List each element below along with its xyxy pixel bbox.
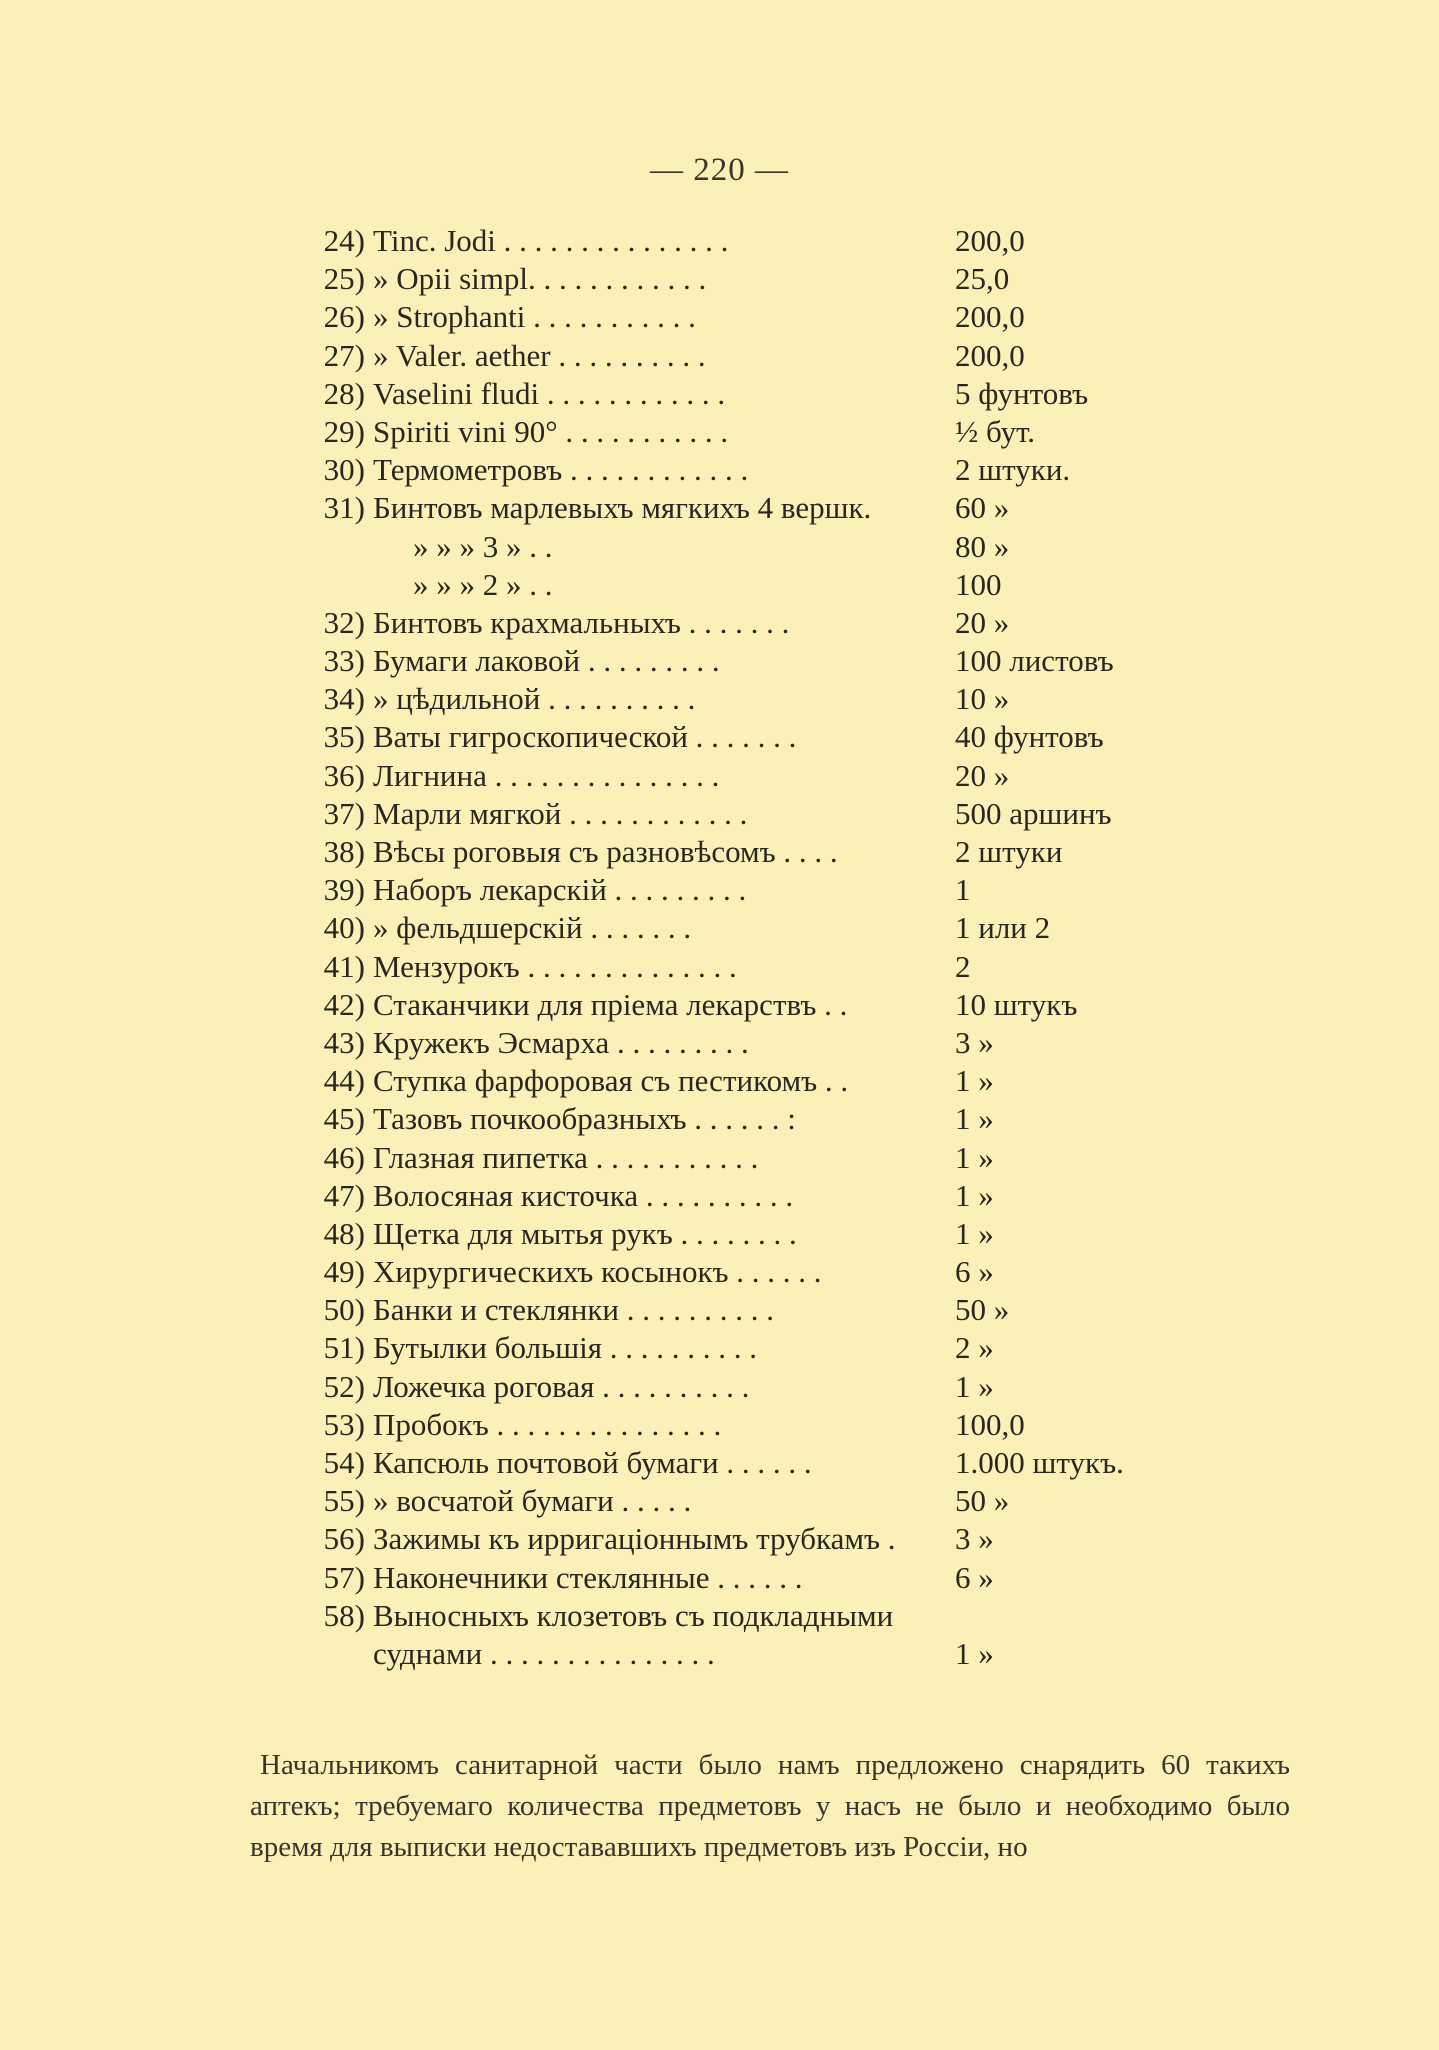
item-quantity: 60 » [955,490,1010,526]
item-name: » Strophanti . . . . . . . . . . . [373,299,696,335]
list-item [0,642,1439,680]
list-item [0,528,1439,566]
body-paragraph [250,1745,1290,1868]
item-quantity: 1 [955,872,971,908]
item-name: Мензурокъ . . . . . . . . . . . . . . [373,948,737,984]
item-number: 49) [323,1254,365,1290]
item-number: 48) [323,1215,365,1251]
list-item [0,604,1439,642]
list-item [0,1291,1439,1329]
item-quantity: 6 » [955,1254,994,1290]
item-quantity: 80 » [955,528,1010,564]
list-item [0,1253,1439,1291]
item-quantity: 1 » [955,1101,994,1137]
item-name: Наборъ лекарскій . . . . . . . . . [373,872,747,908]
item-quantity: 40 фунтовъ [955,719,1104,755]
supply-list [0,222,1439,1673]
item-number: 36) [323,757,365,793]
item-name: Бинтовъ крахмальныхъ . . . . . . . [373,604,790,640]
list-item [0,1635,1439,1673]
item-name: Капсюль почтовой бумаги . . . . . . [373,1445,812,1480]
item-quantity: 20 » [955,757,1010,793]
list-item [0,413,1439,451]
list-item [0,1597,1439,1635]
item-quantity: 100 [955,566,1002,602]
list-item [0,1329,1439,1367]
item-name: » цѣдильной . . . . . . . . . . [373,681,696,717]
list-item [0,1215,1439,1253]
item-name: Хирургическихъ косынокъ . . . . . . [373,1254,822,1290]
item-quantity: 6 » [955,1559,994,1595]
item-name: Бумаги лаковой . . . . . . . . . [373,643,720,679]
item-number: 45) [323,1101,365,1137]
list-item [0,451,1439,489]
item-number: 34) [323,681,365,717]
item-number: 57) [323,1559,365,1595]
item-quantity: 10 » [955,681,1010,717]
list-item [0,337,1439,375]
item-number: 43) [323,1024,365,1060]
item-number: 30) [323,452,365,488]
item-name: Spiriti vini 90° . . . . . . . . . . . [373,413,729,449]
item-quantity: 200,0 [955,337,1025,373]
item-quantity: 20 » [955,604,1010,640]
item-quantity: 1 » [955,1635,994,1671]
list-item [0,871,1439,909]
item-number: 39) [323,872,365,908]
item-quantity: 2 штуки. [955,452,1071,488]
item-number: 52) [323,1368,365,1404]
item-quantity: 500 аршинъ [955,795,1112,831]
item-number: 42) [323,986,365,1022]
item-number: 37) [323,795,365,831]
list-item [0,986,1439,1024]
list-item [0,795,1439,833]
page-number: — 220 — [650,152,789,188]
list-item [0,680,1439,718]
item-number: 53) [323,1406,365,1442]
item-quantity: 2 [955,948,971,984]
item-quantity: 1 » [955,1063,994,1099]
item-name: Tinc. Jodi . . . . . . . . . . . . . . . [373,223,729,258]
item-name: Vaselini fludi . . . . . . . . . . . . [373,375,726,411]
item-name: Пробокъ . . . . . . . . . . . . . . . [373,1406,722,1442]
item-name: Волосяная кисточка . . . . . . . . . . [373,1177,794,1213]
item-quantity: 1 » [955,1139,994,1175]
list-item [0,1406,1439,1444]
list-item [0,833,1439,871]
item-quantity: 25,0 [955,261,1010,297]
list-item [0,1444,1439,1482]
list-item [0,1062,1439,1100]
item-number: 54) [323,1445,365,1480]
item-number: 24) [323,223,365,258]
item-quantity: 100,0 [955,1406,1025,1442]
item-name: » восчатой бумаги . . . . . [373,1483,692,1519]
list-item [0,757,1439,795]
item-number: 27) [323,337,365,373]
list-item [0,566,1439,604]
item-quantity: 200,0 [955,223,1025,258]
item-quantity: 2 » [955,1330,994,1366]
item-name: Бутылки большія . . . . . . . . . . [373,1330,757,1366]
item-number: 29) [323,413,365,449]
item-number: 38) [323,834,365,869]
item-number: 56) [323,1521,365,1557]
item-quantity: 3 » [955,1521,994,1557]
item-name: Наконечники стеклянные . . . . . . [373,1559,803,1595]
list-item [0,1520,1439,1558]
item-number: 44) [323,1063,365,1099]
item-number: 35) [323,719,365,755]
item-name: » » » 3 » . . [413,528,553,564]
item-name: Выносныхъ клозетовъ съ подкладными [373,1597,894,1633]
item-number: 55) [323,1483,365,1519]
item-number: 47) [323,1177,365,1213]
item-number: 40) [323,910,365,946]
item-quantity: 200,0 [955,299,1025,335]
item-name: » фельдшерскій . . . . . . . [373,910,692,946]
list-item [0,1368,1439,1406]
item-name: Ступка фарфоровая съ пестикомъ . . [373,1063,849,1099]
list-item [0,1177,1439,1215]
list-item [0,718,1439,756]
list-item [0,222,1439,260]
list-item [0,489,1439,527]
item-quantity: 1.000 штукъ. [955,1445,1124,1480]
item-quantity: ½ бут. [955,413,1036,449]
list-item [0,948,1439,986]
item-number: 46) [323,1139,365,1175]
item-number: 28) [323,375,365,411]
item-number: 51) [323,1330,365,1366]
item-quantity: 1 или 2 [955,910,1051,946]
list-item [0,260,1439,298]
item-name: Кружекъ Эсмарха . . . . . . . . . [373,1024,749,1060]
item-name: » Valer. aether . . . . . . . . . . [373,337,706,373]
item-name: » » » 2 » . . [413,566,553,602]
list-item [0,909,1439,947]
item-name: Марли мягкой . . . . . . . . . . . . [373,795,748,831]
list-item [0,298,1439,336]
item-name: Вѣсы роговыя съ разновѣсомъ . . . . [373,834,838,869]
item-name: Глазная пипетка . . . . . . . . . . . [373,1139,759,1175]
list-item [0,1482,1439,1520]
item-quantity: 1 » [955,1177,994,1213]
item-name: Лигнина . . . . . . . . . . . . . . . [373,757,720,793]
item-number: 32) [323,604,365,640]
item-quantity: 50 » [955,1483,1010,1519]
item-quantity: 3 » [955,1024,994,1060]
item-name: Тазовъ почкообразныхъ . . . . . . : [373,1101,796,1137]
item-number: 41) [323,948,365,984]
item-number: 58) [323,1597,365,1633]
item-number: 31) [323,490,365,526]
item-name: суднами . . . . . . . . . . . . . . . [373,1635,715,1671]
paragraph-text: Начальникомъ санитарной части было намъ предложено снарядить 60 такихъ аптекъ; требуемаго количества предметовъ у насъ не было и необходимо было время для выписки недостававшихъ предметовъ изъ Россіи, но [250,1749,1290,1863]
item-number: 25) [323,261,365,297]
list-item [0,1024,1439,1062]
item-quantity: 1 » [955,1368,994,1404]
item-number: 26) [323,299,365,335]
item-quantity: 5 фунтовъ [955,375,1089,411]
item-name: Ваты гигроскопической . . . . . . . [373,719,797,755]
item-name: Ложечка роговая . . . . . . . . . . [373,1368,750,1404]
item-name: Щетка для мытья рукъ . . . . . . . . [373,1215,797,1251]
item-quantity: 2 штуки [955,834,1063,869]
list-item [0,375,1439,413]
item-name: Банки и стеклянки . . . . . . . . . . [373,1292,774,1328]
item-quantity: 100 листовъ [955,643,1114,679]
item-number: 33) [323,643,365,679]
list-item [0,1559,1439,1597]
item-quantity: 10 штукъ [955,986,1078,1022]
list-item [0,1139,1439,1177]
item-name: Бинтовъ марлевыхъ мягкихъ 4 вершк. [373,490,872,526]
list-item [0,1100,1439,1138]
item-name: Стаканчики для пріема лекарствъ . . [373,986,848,1022]
item-name: » Opii simpl. . . . . . . . . . . . [373,261,707,297]
item-number: 50) [323,1292,365,1328]
item-quantity: 1 » [955,1215,994,1251]
item-name: Термометровъ . . . . . . . . . . . . [373,452,749,488]
item-name: Зажимы къ ирригаціоннымъ трубкамъ . [373,1521,896,1557]
item-quantity: 50 » [955,1292,1010,1328]
